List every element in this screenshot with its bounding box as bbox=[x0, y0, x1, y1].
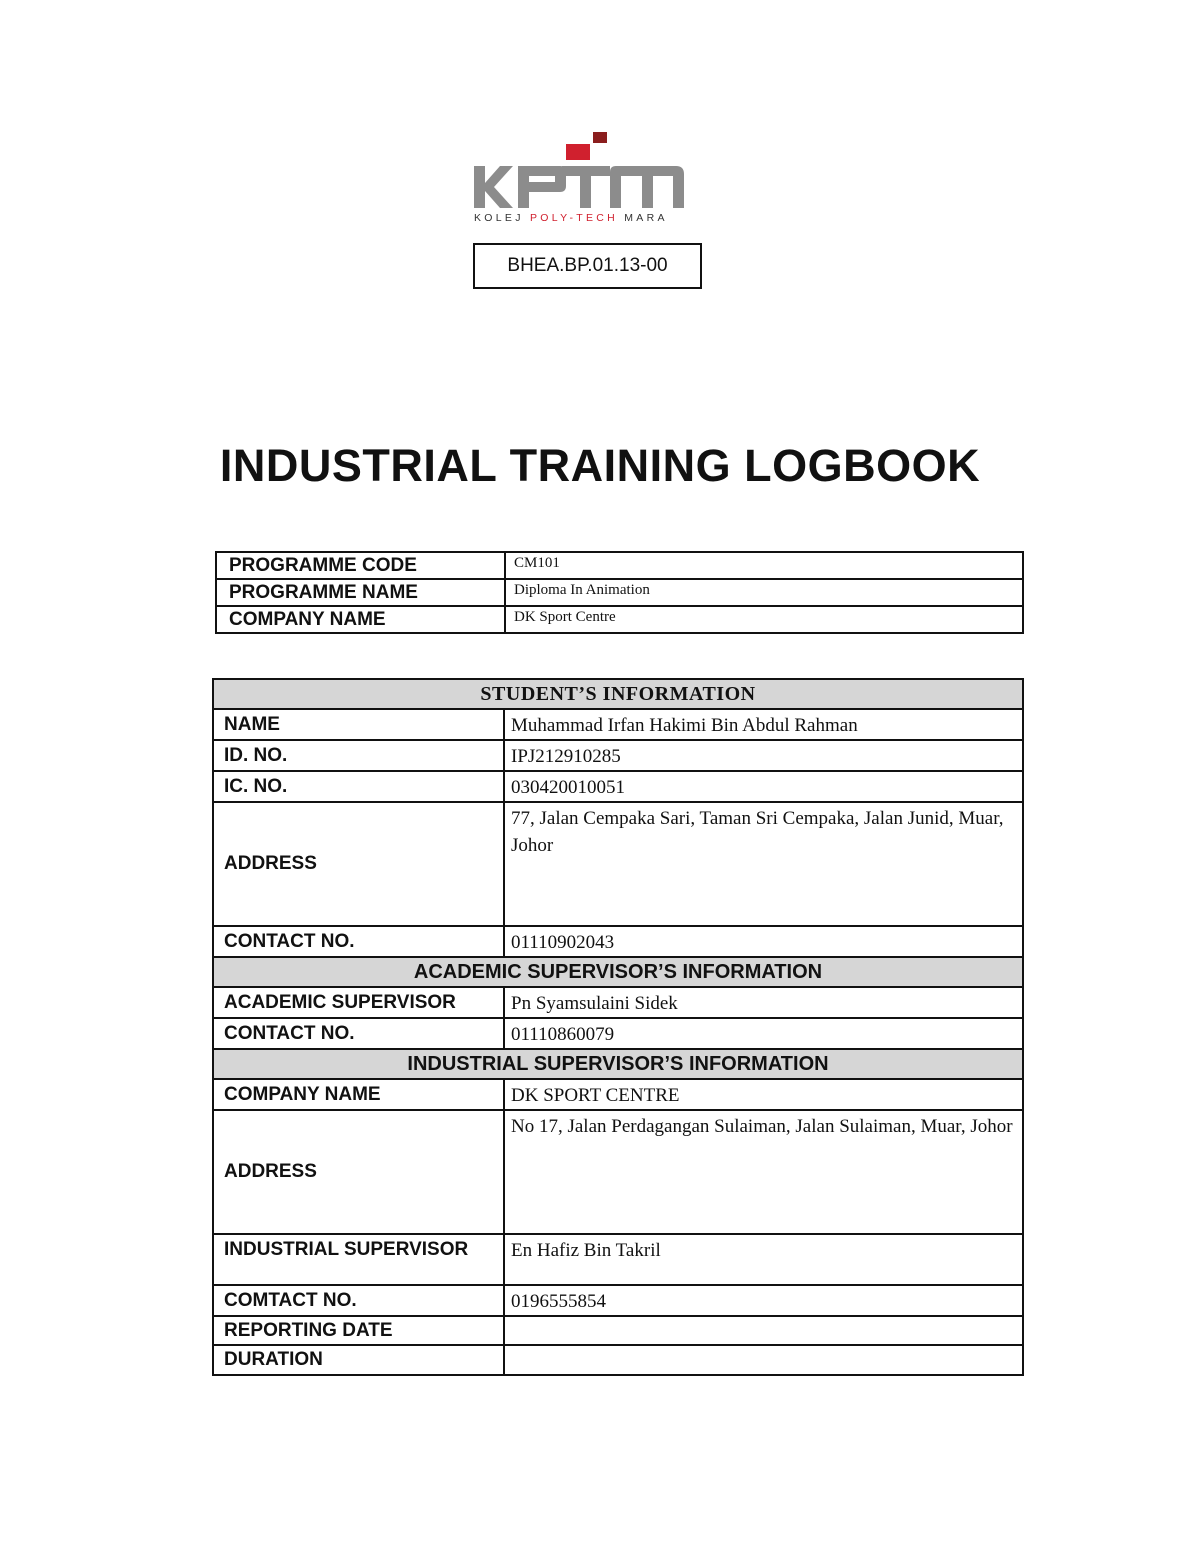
programme-code-label: PROGRAMME CODE bbox=[216, 552, 505, 579]
student-contact-value: 01110902043 bbox=[504, 926, 1023, 957]
industrial-address-row bbox=[213, 1110, 1023, 1234]
industrial-contact-value: 0196555854 bbox=[504, 1285, 1023, 1316]
kptm-logo bbox=[470, 128, 690, 228]
tagline-part3: MARA bbox=[618, 212, 668, 224]
student-info-header: STUDENT’S INFORMATION bbox=[213, 679, 1023, 709]
student-address-value: 77, Jalan Cempaka Sari, Taman Sri Cempaka, Jalan Junid, Muar, Johor bbox=[504, 802, 1023, 926]
industrial-contact-label: COMTACT NO. bbox=[213, 1285, 504, 1316]
industrial-address-value: No 17, Jalan Perdagangan Sulaiman, Jalan Sulaiman, Muar, Johor bbox=[504, 1110, 1023, 1234]
academic-supervisor-label: ACADEMIC SUPERVISOR bbox=[213, 987, 504, 1018]
programme-name-label: PROGRAMME NAME bbox=[216, 579, 505, 606]
industrial-supervisor-row bbox=[213, 1234, 1023, 1285]
document-code: BHEA.BP.01.13-00 bbox=[507, 255, 668, 276]
reporting-date-value bbox=[504, 1316, 1023, 1345]
student-contact-row bbox=[213, 926, 1023, 957]
student-ic-row bbox=[213, 771, 1023, 802]
academic-supervisor-row bbox=[213, 987, 1023, 1018]
academic-info-header: ACADEMIC SUPERVISOR’S INFORMATION bbox=[213, 957, 1023, 987]
academic-supervisor-value: Pn Syamsulaini Sidek bbox=[504, 987, 1023, 1018]
industrial-info-header: INDUSTRIAL SUPERVISOR’S INFORMATION bbox=[213, 1049, 1023, 1079]
company-name-row bbox=[216, 606, 1023, 633]
duration-label: DURATION bbox=[213, 1345, 504, 1375]
industrial-header-row bbox=[213, 1049, 1023, 1079]
student-name-row bbox=[213, 709, 1023, 740]
industrial-address-label: ADDRESS bbox=[213, 1110, 504, 1234]
company-name-label: COMPANY NAME bbox=[216, 606, 505, 633]
duration-row bbox=[213, 1345, 1023, 1375]
student-ic-value: 030420010051 bbox=[504, 771, 1023, 802]
industrial-contact-row bbox=[213, 1285, 1023, 1316]
industrial-company-label: COMPANY NAME bbox=[213, 1079, 504, 1110]
information-table bbox=[212, 678, 1024, 1376]
tagline-part1: KOLEJ bbox=[474, 212, 530, 224]
student-id-value: IPJ212910285 bbox=[504, 740, 1023, 771]
tagline-part2: POLY-TECH bbox=[529, 212, 619, 224]
academic-contact-label: CONTACT NO. bbox=[213, 1018, 504, 1049]
student-name-value: Muhammad Irfan Hakimi Bin Abdul Rahman bbox=[504, 709, 1023, 740]
industrial-company-row bbox=[213, 1079, 1023, 1110]
programme-table bbox=[215, 551, 1024, 634]
programme-name-value: Diploma In Animation bbox=[505, 579, 1023, 606]
academic-contact-value: 01110860079 bbox=[504, 1018, 1023, 1049]
academic-header-row bbox=[213, 957, 1023, 987]
programme-code-value: CM101 bbox=[505, 552, 1023, 579]
page-title: INDUSTRIAL TRAINING LOGBOOK bbox=[219, 440, 981, 491]
student-id-row bbox=[213, 740, 1023, 771]
student-name-label: NAME bbox=[213, 709, 504, 740]
industrial-supervisor-value: En Hafiz Bin Takril bbox=[504, 1234, 1023, 1285]
programme-name-row bbox=[216, 579, 1023, 606]
industrial-company-value: DK SPORT CENTRE bbox=[504, 1079, 1023, 1110]
academic-contact-row bbox=[213, 1018, 1023, 1049]
programme-code-row bbox=[216, 552, 1023, 579]
student-contact-label: CONTACT NO. bbox=[213, 926, 504, 957]
industrial-supervisor-label: INDUSTRIAL SUPERVISOR bbox=[213, 1234, 504, 1285]
student-header-row bbox=[213, 679, 1023, 709]
company-name-value: DK Sport Centre bbox=[505, 606, 1023, 633]
svg-text:KOLEJ POLY-TECH MARA bbox=[474, 212, 668, 224]
reporting-date-label: REPORTING DATE bbox=[213, 1316, 504, 1345]
student-address-row bbox=[213, 802, 1023, 926]
student-ic-label: IC. NO. bbox=[213, 771, 504, 802]
reporting-date-row bbox=[213, 1316, 1023, 1345]
student-address-label: ADDRESS bbox=[213, 802, 504, 926]
student-id-label: ID. NO. bbox=[213, 740, 504, 771]
document-code-box bbox=[473, 243, 702, 289]
duration-value bbox=[504, 1345, 1023, 1375]
